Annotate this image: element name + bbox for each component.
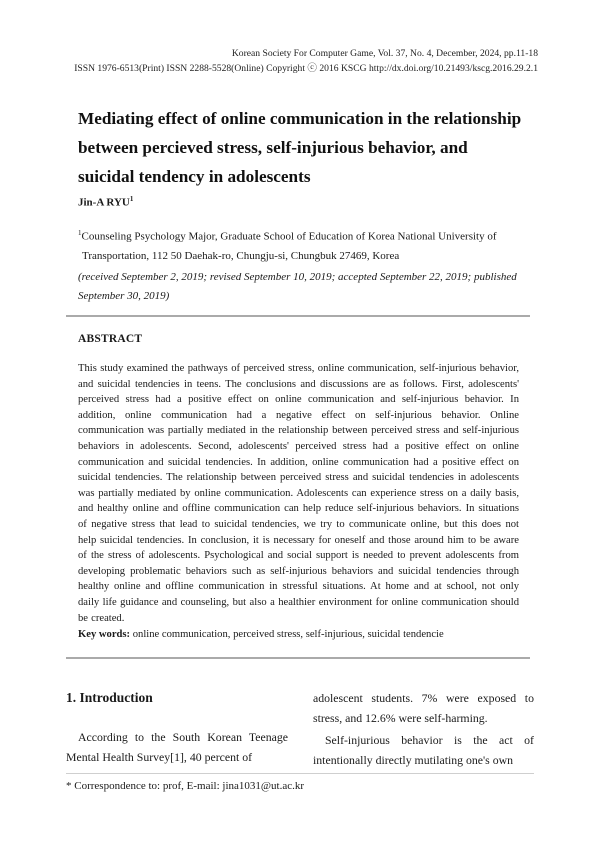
intro-left-column-text: According to the South Korean Teenage Mental Health Survey[1], 40 percent of xyxy=(66,730,288,764)
keywords-line xyxy=(78,629,528,640)
intro-right-paragraph-1: adolescent students. 7% were exposed to stress, and 12.6% were self-harming. xyxy=(313,691,534,725)
affiliation-marker: 1 xyxy=(78,229,82,237)
abstract-heading: ABSTRACT xyxy=(78,333,143,345)
intro-right-column xyxy=(313,688,534,770)
affiliation-line-2: Transportation, 112 50 Daehak-ro, Chungju-si, Chungbuk 27469, Korea xyxy=(82,249,400,262)
author-affiliation-marker: 1 xyxy=(129,195,134,203)
abstract-body: This study examined the pathways of perceived stress, online communication, self-injurious behavior, and suicidal tendencies in teens. The conclusions and discussions are as follows. First, adolescents' perceived stress had a positive effect on online communication and self-injurious behavior. In addition, online communication had a negative effect on self-injurious behavior. Online communication was partially mediated in the relationship between perceived stress and self-injurious behaviors in adolescents. Second, adolescents' perceived stress had a positive effect on online communication and suicidal tendencies. In addition, online communication had a positive effect on suicidal tendencies. The relationship between perceived stress and suicidal tendencies in adolescents was partially mediated by online communication. Adolescents can experience stress on a daily basis, and healthy online and offline communication can help reduce self-injurious behaviors. In situations of negative stress that lead to suicidal tendencies, we try to communicate online, but this does not help suicidal tendencies. In conclusion, it is necessary for oneself and those around him to be aware of the stress of adolescents. Psychological and social support is needed to prevent adolescents from developing problematic behaviors such as self-injurious behaviors and suicidal tendencies through healthy online and offline communication in stressful situations. At home and at school, not only daily life guidance and counseling, but also a healthier environment for online communication should be created. xyxy=(78,363,519,624)
keywords-label: Key words: xyxy=(78,629,131,640)
abstract-top-rule xyxy=(66,315,530,317)
keywords-list: online communication, perceived stress, self-injurious, suicidal tendencie xyxy=(132,629,444,640)
abstract-bottom-rule xyxy=(66,657,530,659)
running-head xyxy=(74,46,538,76)
affiliation-line-1: Counseling Psychology Major, Graduate School of Education of Korea National University of xyxy=(81,230,497,243)
author-name: Jin-A RYU xyxy=(78,196,130,209)
correspondence-footnote: * Correspondence to: prof, E-mail: jina1031@ut.ac.kr xyxy=(66,780,305,792)
journal-citation: Korean Society For Computer Game, Vol. 37, No. 4, December, 2024, pp.11-18 xyxy=(231,48,538,59)
publication-dates: (received September 2, 2019; revised September 10, 2019; accepted September 22, 2019; published September 30, 2019) xyxy=(78,271,517,302)
issn-copyright-line: ISSN 1976-6513(Print) ISSN 2288-5528(Online) Copyright ⓒ 2016 KSCG http://dx.doi.org/10.21493/kscg.2016.29.2.1 xyxy=(74,63,538,74)
paper-title: Mediating effect of online communication in the relationship between percieved stress, self-injurious behavior, and suicidal tendency in adolescents xyxy=(78,109,522,186)
affiliation xyxy=(78,224,528,266)
section-heading-introduction: 1. Introduction xyxy=(66,690,153,705)
author-line xyxy=(78,195,133,209)
footnote-divider xyxy=(66,773,534,774)
intro-right-paragraph-2: Self-injurious behavior is the act of intentionally directly mutilating one's own xyxy=(313,733,534,767)
